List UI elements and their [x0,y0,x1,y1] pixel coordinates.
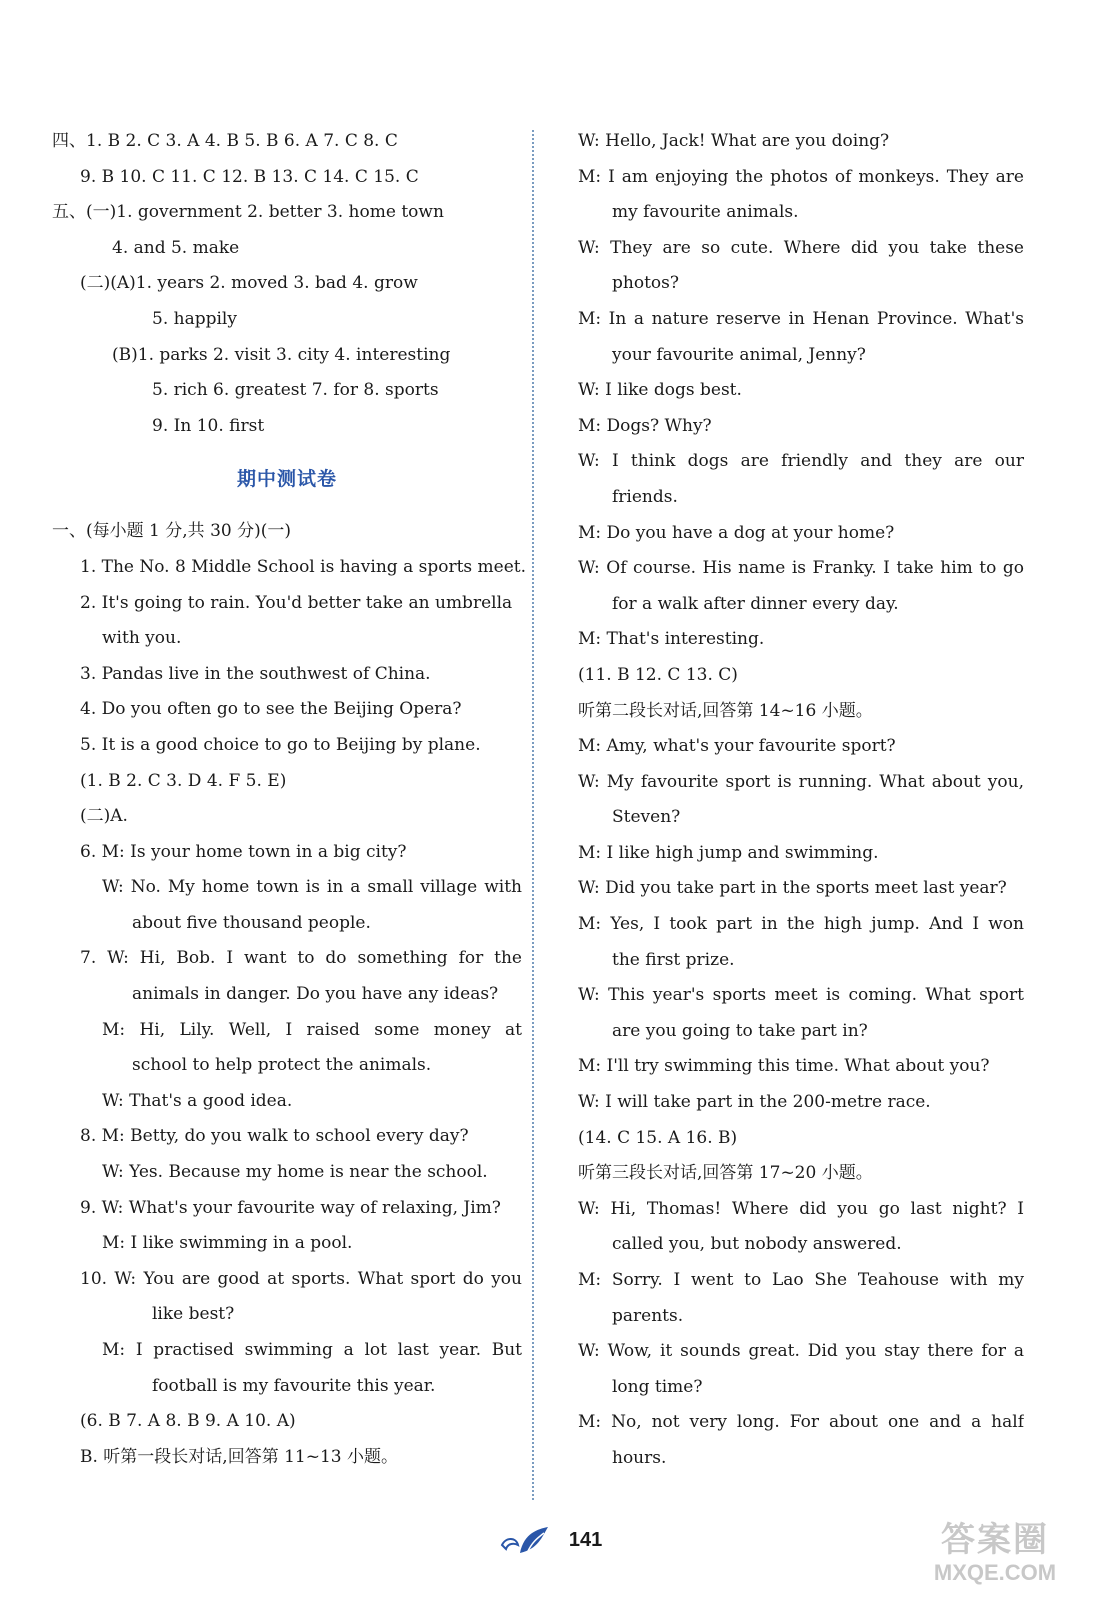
text-line: M: Dogs? Why? [578,415,712,436]
text-line: W: Hi, Thomas! Where did you go last night? I [578,1198,1024,1219]
text-line: M: I'll try swimming this time. What about you? [578,1056,990,1077]
text-line: called you, but nobody answered. [612,1234,902,1255]
text-line: W: I think dogs are friendly and they are our [578,451,1024,472]
text-line: W: This year's sports meet is coming. What sport [578,985,1024,1006]
text-line: 听第二段长对话,回答第 14~16 小题。 [578,700,873,721]
text-line: for a walk after dinner every day. [612,593,899,614]
text-line: W: Hello, Jack! What are you doing? [578,131,890,151]
text-line: (6. B 7. A 8. B 9. A 10. A) [80,1411,296,1432]
text-line: 1. The No. 8 Middle School is having a sports meet. [80,556,527,577]
text-line: 四、1. B 2. C 3. A 4. B 5. B 6. A 7. C 8. C [52,131,398,151]
text-line: M: No, not very long. For about one and a half [578,1412,1024,1433]
text-line: M: I like high jump and swimming. [578,842,879,863]
text-line: 一、(每小题 1 分,共 30 分)(一) [52,521,291,542]
text-line: B. 听第一段长对话,回答第 11~13 小题。 [80,1446,399,1467]
text-line: M: I practised swimming a lot last year. But [102,1340,522,1360]
answer-key-section [52,124,522,444]
text-line: school to help protect the animals. [132,1055,432,1076]
text-line: 8. M: Betty, do you walk to school every day? [80,1126,469,1147]
text-line: 5. It is a good choice to go to Beijing by plane. [80,734,481,755]
listening-transcript [578,124,1024,1477]
text-line: W: I will take part in the 200-metre race. [578,1092,931,1113]
text-line: W: I like dogs best. [578,380,742,401]
text-line: my favourite animals. [612,202,799,223]
text-line: long time? [612,1376,703,1397]
text-line: M: I like swimming in a pool. [102,1233,353,1254]
text-line: about five thousand people. [132,912,371,933]
text-line: friends. [612,486,678,507]
watermark-text-en: MXQE.COM [933,1560,1057,1585]
text-line: football is my favourite this year. [152,1375,436,1396]
text-line: 6. M: Is your home town in a big city? [80,841,407,862]
text-line: 5. rich 6. greatest 7. for 8. sports [152,380,439,401]
text-line: 五、(一)1. government 2. better 3. home town [52,202,444,223]
text-line: W: That's a good idea. [102,1090,293,1111]
text-line: Steven? [612,807,681,828]
text-line: M: I am enjoying the photos of monkeys. They are [578,166,1024,187]
text-line: photos? [612,273,679,294]
text-line: M: In a nature reserve in Henan Province. What's [578,308,1024,329]
text-line: (二)(A)1. years 2. moved 3. bad 4. grow [80,273,418,294]
text-line: with you. [102,628,182,649]
text-line: 3. Pandas live in the southwest of China. [80,663,431,684]
section-heading: 期中测试卷 [236,468,337,491]
text-line: your favourite animal, Jenny? [612,344,866,365]
text-line: 4. and 5. make [112,237,240,258]
midterm-test-section [52,514,527,1475]
text-line: 4. Do you often go to see the Beijing Opera? [80,699,462,720]
text-line: W: Did you take part in the sports meet last year? [578,878,1007,899]
text-line: parents. [612,1305,684,1326]
text-line: the first prize. [612,949,735,970]
column-divider [532,130,534,1500]
text-line: (二)A. [80,806,128,827]
watermark-text-cn: 答案圈 [941,1521,1049,1559]
text-line: W: They are so cute. Where did you take these [578,237,1024,258]
text-line: 9. In 10. first [152,415,265,436]
text-line: W: Wow, it sounds great. Did you stay there for a [578,1341,1024,1362]
text-line: are you going to take part in? [612,1020,868,1041]
text-line: W: Yes. Because my home is near the school. [102,1162,488,1183]
text-line: (1. B 2. C 3. D 4. F 5. E) [80,770,287,791]
text-line: 10. W: You are good at sports. What sport do you [80,1268,522,1289]
text-line: W: My favourite sport is running. What about you, [578,771,1024,792]
page-number: 141 [568,1528,603,1551]
text-line: M: Hi, Lily. Well, I raised some money at [102,1019,522,1040]
text-line: 9. W: What's your favourite way of relaxing, Jim? [80,1197,501,1218]
leaf-logo-icon [498,1523,554,1557]
text-line: (14. C 15. A 16. B) [578,1127,738,1148]
text-line: 2. It's going to rain. You'd better take an umbrella [80,592,513,613]
text-line: 9. B 10. C 11. C 12. B 13. C 14. C 15. C [80,166,419,187]
text-line: hours. [612,1447,667,1468]
text-line: 7. W: Hi, Bob. I want to do something for the [80,948,522,969]
text-line: animals in danger. Do you have any ideas? [132,984,499,1005]
text-line: M: Amy, what's your favourite sport? [578,736,896,757]
text-line: (11. B 12. C 13. C) [578,664,738,685]
text-line: M: That's interesting. [578,629,765,650]
text-line: M: Do you have a dog at your home? [578,522,895,543]
text-line: like best? [152,1304,235,1325]
right-column [578,124,1024,1477]
text-line: 听第三段长对话,回答第 17~20 小题。 [578,1163,873,1184]
text-line: (B)1. parks 2. visit 3. city 4. interesting [112,344,451,365]
text-line: 5. happily [152,308,237,329]
watermark-logo [910,1520,1080,1590]
text-line: M: Yes, I took part in the high jump. And I won [578,914,1024,935]
text-line: M: Sorry. I went to Lao She Teahouse with my [578,1270,1024,1290]
text-line: W: No. My home town is in a small village with [102,877,522,898]
left-column [52,124,527,1475]
text-line: W: Of course. His name is Franky. I take him to go [578,558,1024,579]
